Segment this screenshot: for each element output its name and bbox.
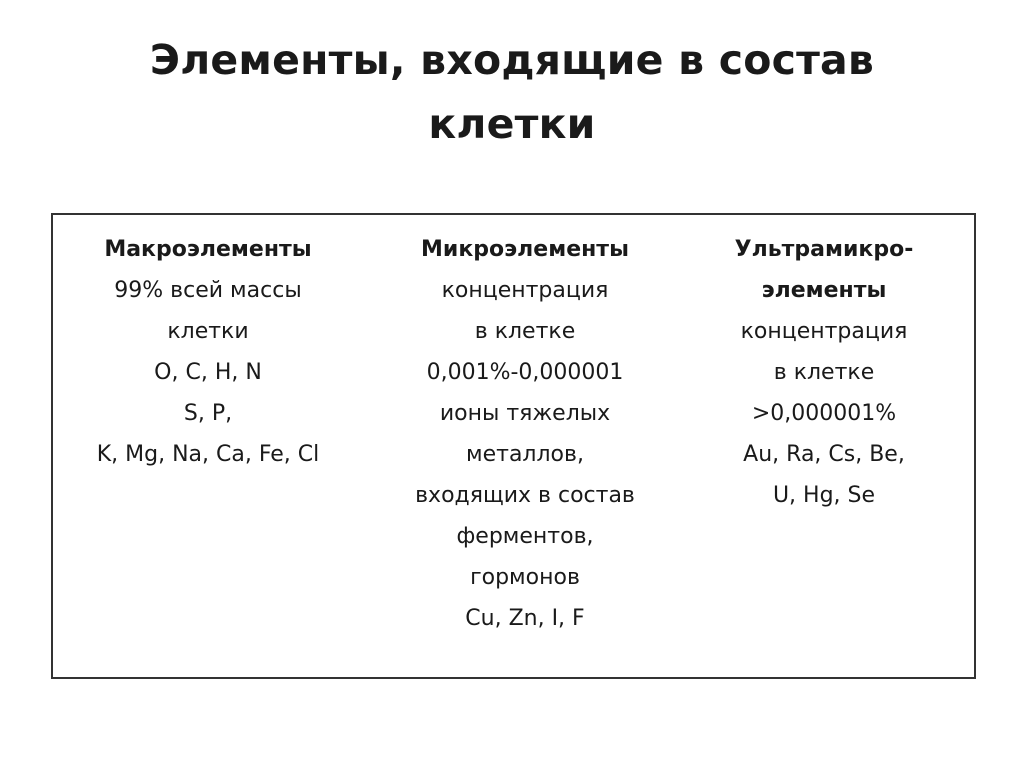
column-line: S, P,	[183, 401, 233, 426]
column-line: Cu, Zn, I, F	[465, 606, 585, 631]
column-line: гормонов	[470, 565, 580, 590]
column-line: K, Mg, Na, Ca, Fe, Cl	[96, 442, 320, 467]
slide-title	[0, 28, 1024, 156]
column-line: >0,000001%	[751, 401, 897, 426]
slide-title-line-1: Элементы, входящие в состав	[149, 36, 875, 84]
column-line: входящих в состав	[415, 483, 635, 508]
column-line: в клетке	[773, 360, 875, 385]
column-ultramicroelements	[693, 229, 955, 516]
column-line: клетки	[167, 319, 249, 344]
column-line: концентрация	[441, 278, 609, 303]
column-header: Ультрамикро-	[734, 237, 914, 262]
column-header: Микроэлементы	[421, 237, 629, 262]
column-header: элементы	[761, 278, 887, 303]
column-line: ионы тяжелых	[439, 401, 611, 426]
column-line: 99% всей массы	[114, 278, 302, 303]
column-macroelements	[53, 229, 363, 475]
column-header: Макроэлементы	[104, 237, 312, 262]
slide-title-line-2: клетки	[428, 100, 596, 148]
column-line: ферментов,	[456, 524, 594, 549]
column-microelements	[365, 229, 685, 639]
column-line: концентрация	[740, 319, 908, 344]
column-line: металлов,	[466, 442, 584, 467]
column-line: в клетке	[474, 319, 576, 344]
column-line: U, Hg, Se	[772, 483, 876, 508]
column-line: Au, Ra, Cs, Be,	[743, 442, 905, 467]
elements-table	[51, 213, 976, 679]
column-line: 0,001%-0,000001	[426, 360, 624, 385]
column-line: O, C, H, N	[154, 360, 262, 385]
